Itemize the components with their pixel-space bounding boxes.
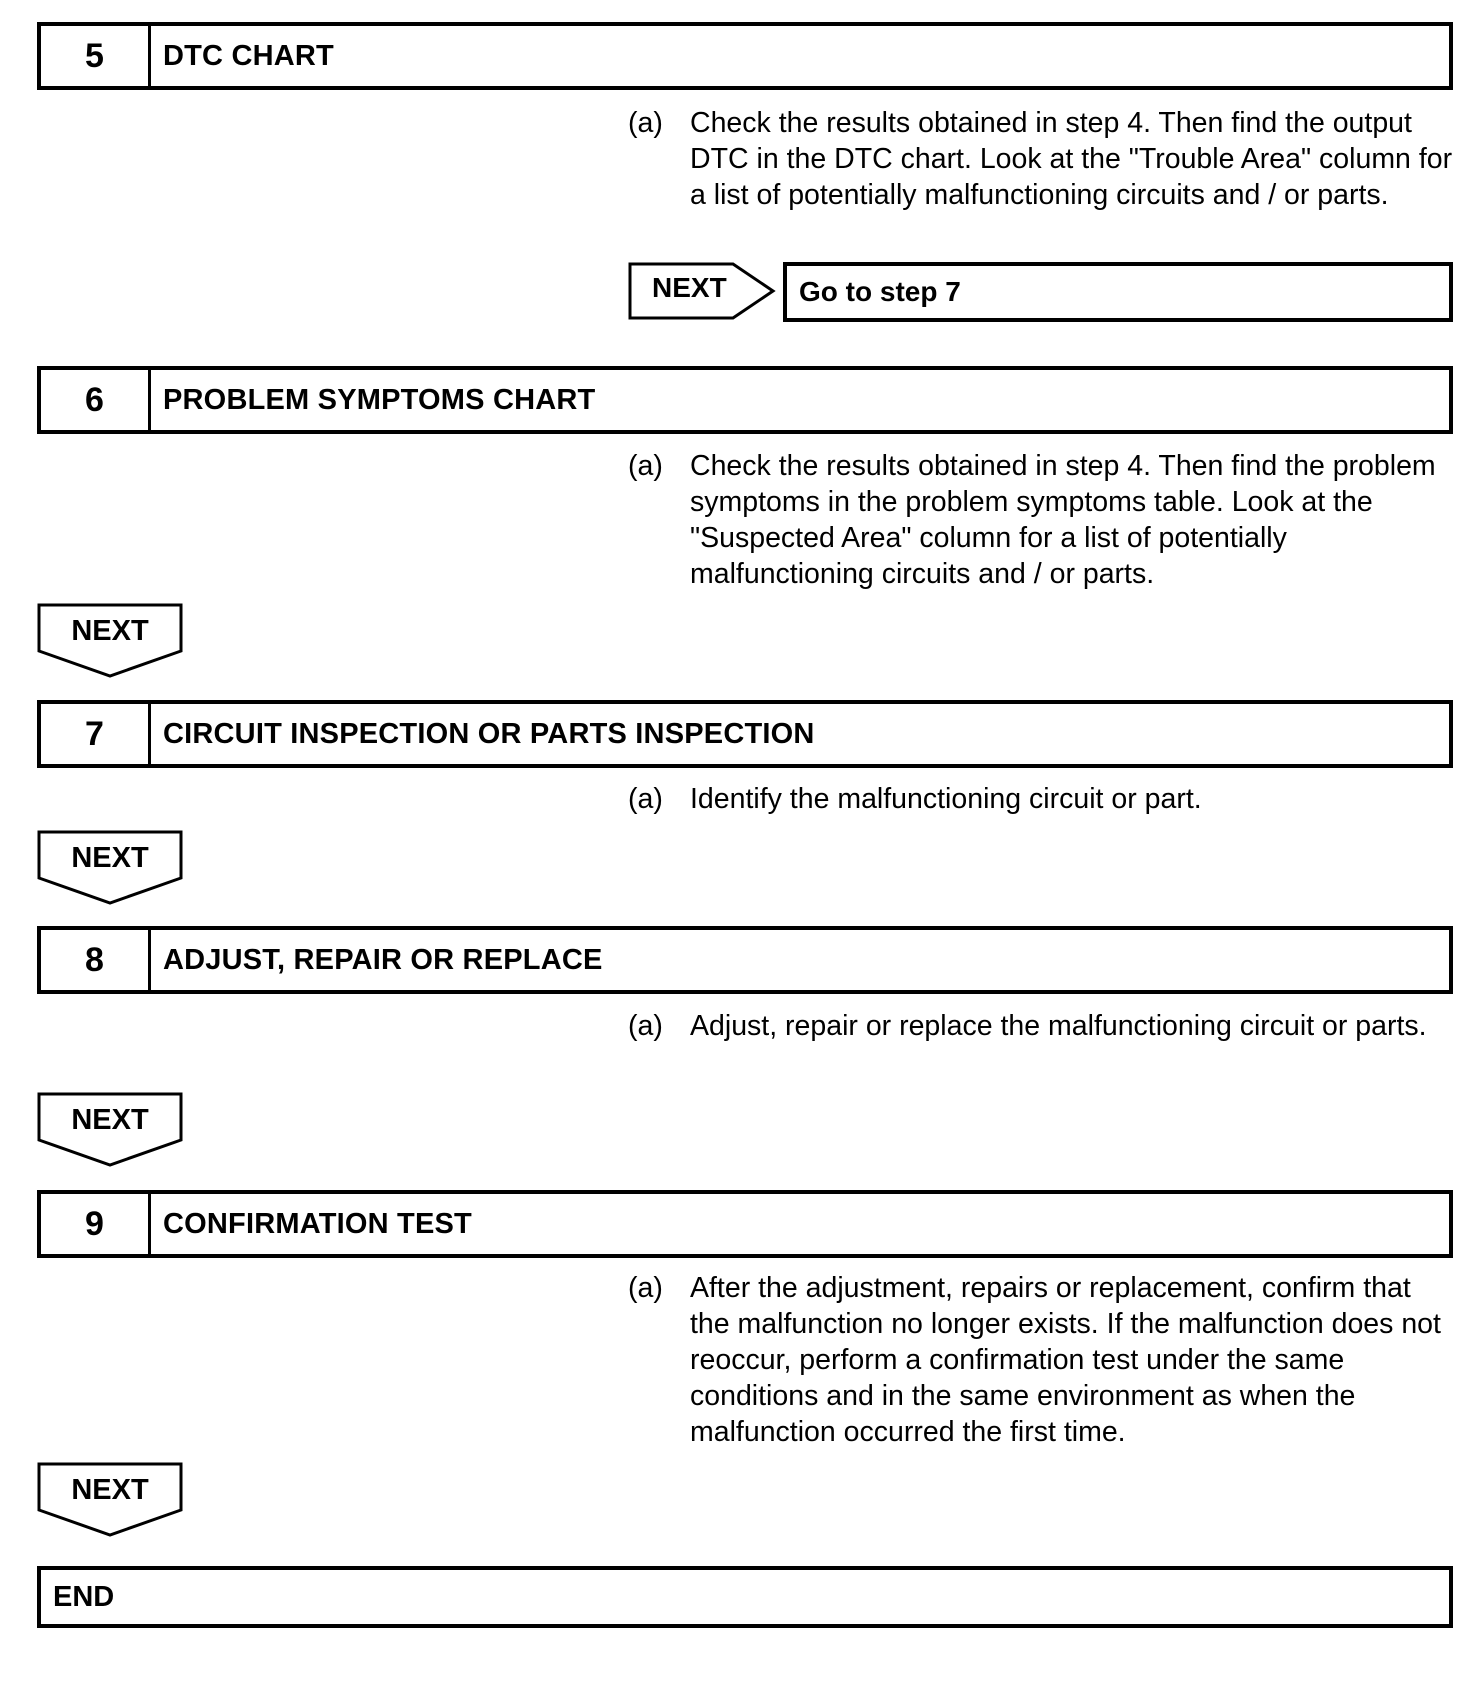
item-label: (a)	[628, 107, 663, 139]
item-text: Check the results obtained in step 4. Then find the problem symptoms in the problem symptoms table. Look at the "Suspected Area" column for a list of potentially malfunctioning circuits and / or parts.	[690, 450, 1436, 590]
next-label: NEXT	[652, 272, 727, 303]
item-label: (a)	[628, 1010, 663, 1042]
item-label: (a)	[628, 783, 663, 815]
item-text: Check the results obtained in step 4. Then find the output DTC in the DTC chart. Look at the "Trouble Area" column for a list of potentially malfunctioning circuits and / or parts.	[690, 107, 1453, 211]
step-9-header	[37, 1190, 1453, 1258]
step-7-instruction	[628, 781, 1458, 817]
go-to-step-box[interactable]: Go to step 7	[783, 262, 1453, 322]
step-6-instruction	[628, 448, 1458, 592]
next-label: NEXT	[71, 615, 149, 647]
step-8-instruction	[628, 1008, 1458, 1044]
next-arrow-down[interactable]	[37, 1462, 183, 1538]
step-5-instruction	[628, 105, 1458, 213]
item-label: (a)	[628, 450, 663, 482]
step-number: 9	[41, 1194, 151, 1254]
next-label: NEXT	[71, 842, 149, 874]
step-8-header	[37, 926, 1453, 994]
step-7-header	[37, 700, 1453, 768]
step-number: 5	[41, 26, 151, 86]
step-number: 8	[41, 930, 151, 990]
step-6-header	[37, 366, 1453, 434]
item-label: (a)	[628, 1272, 663, 1304]
next-label: NEXT	[71, 1104, 149, 1136]
step-title: ADJUST, REPAIR OR REPLACE	[163, 943, 603, 976]
step-title: DTC CHART	[163, 39, 334, 72]
next-arrow-down[interactable]	[37, 830, 183, 906]
next-label: NEXT	[71, 1474, 149, 1506]
item-text: Adjust, repair or replace the malfunctioning circuit or parts.	[690, 1010, 1427, 1042]
step-9-instruction	[628, 1270, 1458, 1450]
end-box: END	[37, 1566, 1453, 1628]
item-text: After the adjustment, repairs or replacement, confirm that the malfunction no longer exists. If the malfunction does not reoccur, perform a confirmation test under the same conditions and in the same environment as when the malfunction occurred the first time.	[690, 1272, 1441, 1448]
next-arrow-down[interactable]	[37, 603, 183, 679]
next-arrow-down[interactable]	[37, 1092, 183, 1168]
step-title: CONFIRMATION TEST	[163, 1207, 472, 1240]
next-arrow-right[interactable]	[628, 262, 778, 320]
step-number: 7	[41, 704, 151, 764]
step-title: CIRCUIT INSPECTION OR PARTS INSPECTION	[163, 717, 815, 750]
step-title: PROBLEM SYMPTOMS CHART	[163, 383, 596, 416]
step-5-header	[37, 22, 1453, 90]
item-text: Identify the malfunctioning circuit or part.	[690, 783, 1202, 815]
step-number: 6	[41, 370, 151, 430]
